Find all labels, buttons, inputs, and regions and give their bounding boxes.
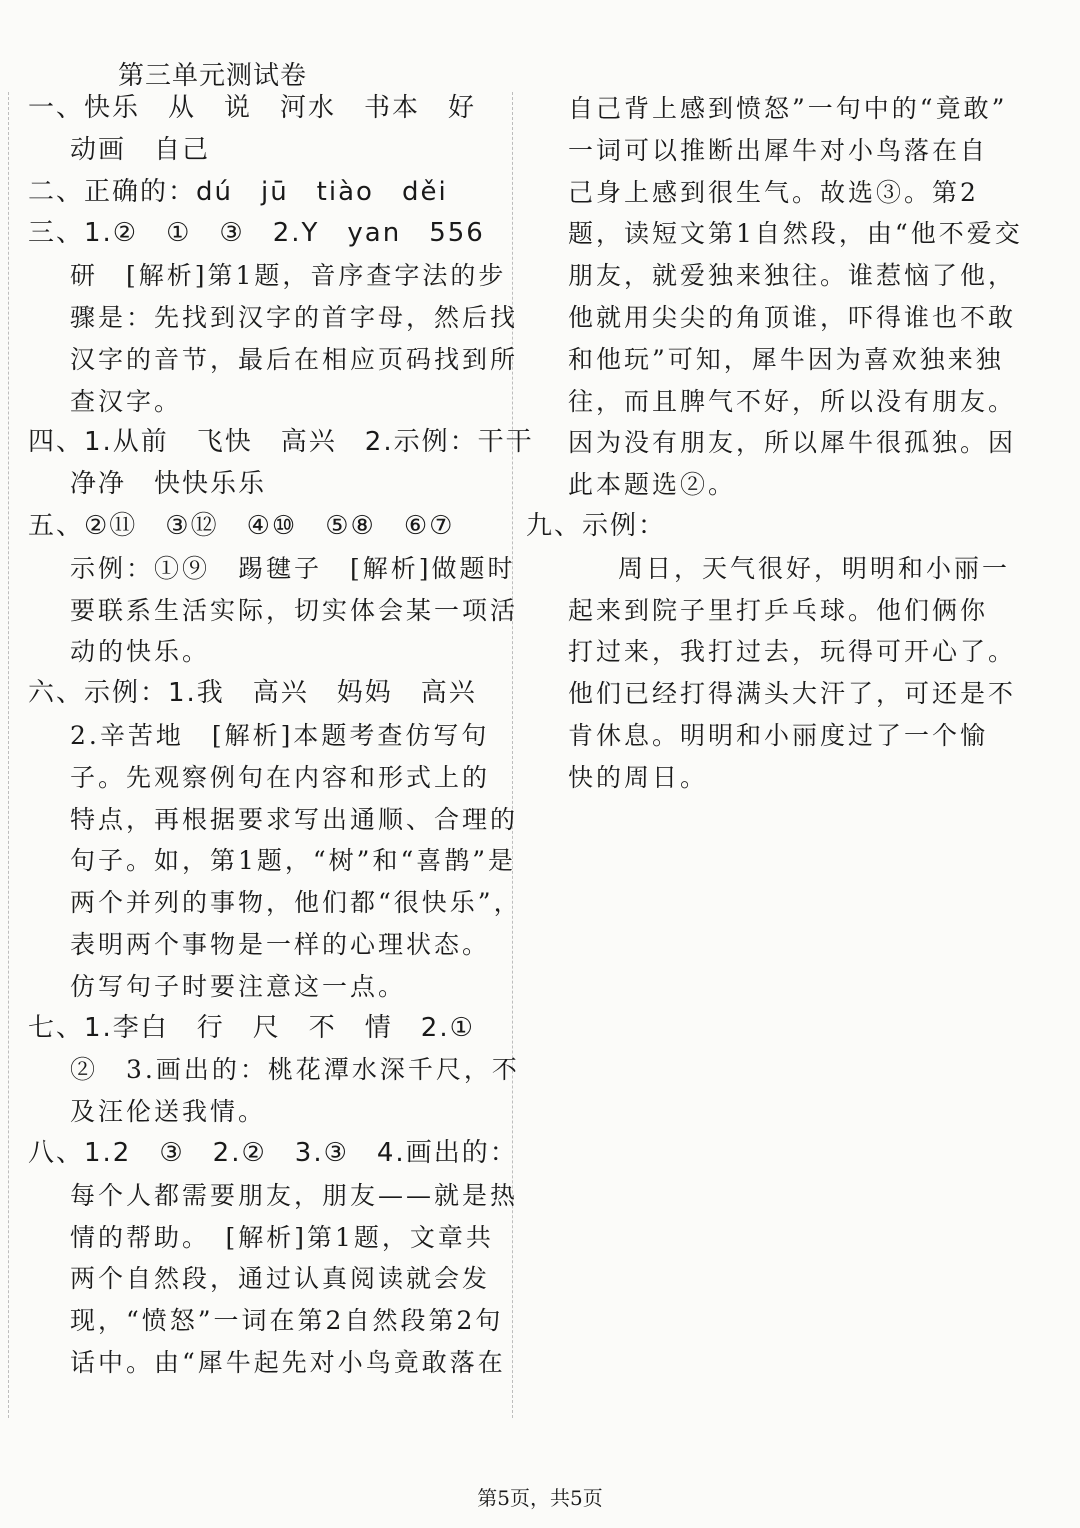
answer-line: 打过来，我打过去，玩得可开心了。 (568, 637, 1017, 667)
answer-line: 自己背上感到愤怒”一句中的“竟敢” (568, 94, 1008, 123)
answer-line: 九、示例： (526, 510, 667, 541)
answer-line: 表明两个事物是一样的心理状态。 (70, 929, 491, 959)
left-column (28, 88, 534, 1384)
answer-line: 和他玩”可知，犀牛因为喜欢独来独 (568, 344, 1004, 374)
answer-line: 六、示例：1.我 高兴 妈妈 高兴 (28, 678, 477, 709)
answer-line: 题，读短文第1自然段，由“他不爱交 (568, 219, 1023, 249)
right-column (526, 88, 1023, 799)
answer-line: 动的快乐。 (70, 637, 211, 667)
answer-line: 七、1.李白 行 尺 不 情 2.① (28, 1012, 475, 1043)
answer-line: 二、正确的：dú jū tiào děi (28, 176, 448, 207)
column-divider (512, 92, 513, 1418)
answer-line: 两个并列的事物，他们都“很快乐”， (70, 888, 522, 918)
answer-line: 2.辛苦地 [解析]本题考查仿写句 (70, 720, 490, 750)
answer-line: 骤是：先找到汉字的首字母，然后找 (70, 302, 519, 332)
answer-line: 一词可以推断出犀牛对小鸟落在自 (568, 135, 989, 165)
answer-line: 一、快乐 从 说 河水 书本 好 (28, 93, 477, 123)
answer-line: 因为没有朋友，所以犀牛很孤独。因 (568, 428, 1017, 458)
answer-line: 汉字的音节，最后在相应页码找到所 (70, 344, 519, 374)
answer-line: 起来到院子里打乒乓球。他们俩你 (568, 595, 989, 625)
answer-line: 及汪伦送我情。 (70, 1097, 267, 1127)
answer-line: 三、1.② ① ③ 2.Y yan 556 (28, 218, 485, 249)
answer-line: 朋友，就爱独来独往。谁惹恼了他， (568, 261, 1017, 291)
answer-line: 话中。由“犀牛起先对小鸟竟敢落在 (70, 1347, 506, 1377)
answer-line: 肯休息。明明和小丽度过了一个愉 (568, 720, 989, 750)
answer-line: 动画 自己 (70, 134, 211, 165)
answer-line: 特点，再根据要求写出通顺、合理的 (70, 804, 519, 834)
answer-line: 他们已经打得满头大汗了，可还是不 (568, 679, 1017, 709)
answer-line: 周日，天气很好，明明和小丽一 (618, 553, 1011, 583)
answer-line: 要联系生活实际，切实体会某一项活 (70, 595, 519, 625)
answer-line: 每个人都需要朋友，朋友——就是热 (70, 1180, 519, 1210)
answer-line: 四、1.从前 飞快 高兴 2.示例：干干 (28, 427, 534, 458)
left-margin-rule (8, 92, 9, 1418)
answer-line: 此本题选②。 (568, 470, 737, 500)
answer-line: 句子。如，第1题，“树”和“喜鹊”是 (70, 846, 517, 876)
answer-line: 净净 快快乐乐 (70, 469, 267, 500)
page-title: 第三单元测试卷 (118, 61, 308, 91)
answer-line: ② 3.画出的：桃花潭水深千尺，不 (70, 1055, 520, 1085)
answer-line: 研 [解析]第1题，音序查字法的步 (70, 261, 507, 291)
answer-line: 查汉字。 (70, 386, 183, 416)
answer-line: 子。先观察例句在内容和形式上的 (70, 762, 491, 792)
answer-line: 示例：①⑨ 踢毽子 [解析]做题时 (70, 553, 516, 583)
answer-line: 八、1.2 ③ 2.② 3.③ 4.画出的： (28, 1137, 518, 1168)
answer-line: 往，而且脾气不好，所以没有朋友。 (568, 386, 1017, 416)
answer-line: 两个自然段，通过认真阅读就会发 (70, 1264, 491, 1294)
answer-line: 他就用尖尖的角顶谁，吓得谁也不敢 (568, 302, 1017, 332)
page-number: 第5页，共5页 (477, 1486, 603, 1510)
answer-line: 情的帮助。 [解析]第1题，文章共 (70, 1222, 494, 1252)
answer-line: 己身上感到很生气。故选③。第2 (568, 177, 979, 207)
answer-line: 仿写句子时要注意这一点。 (70, 971, 407, 1001)
answer-line: 快的周日。 (568, 762, 709, 792)
answer-line: 五、②⑪ ③⑫ ④⑩ ⑤⑧ ⑥⑦ (28, 510, 455, 541)
answer-line: 现，“愤怒”一词在第2自然段第2句 (70, 1306, 504, 1336)
